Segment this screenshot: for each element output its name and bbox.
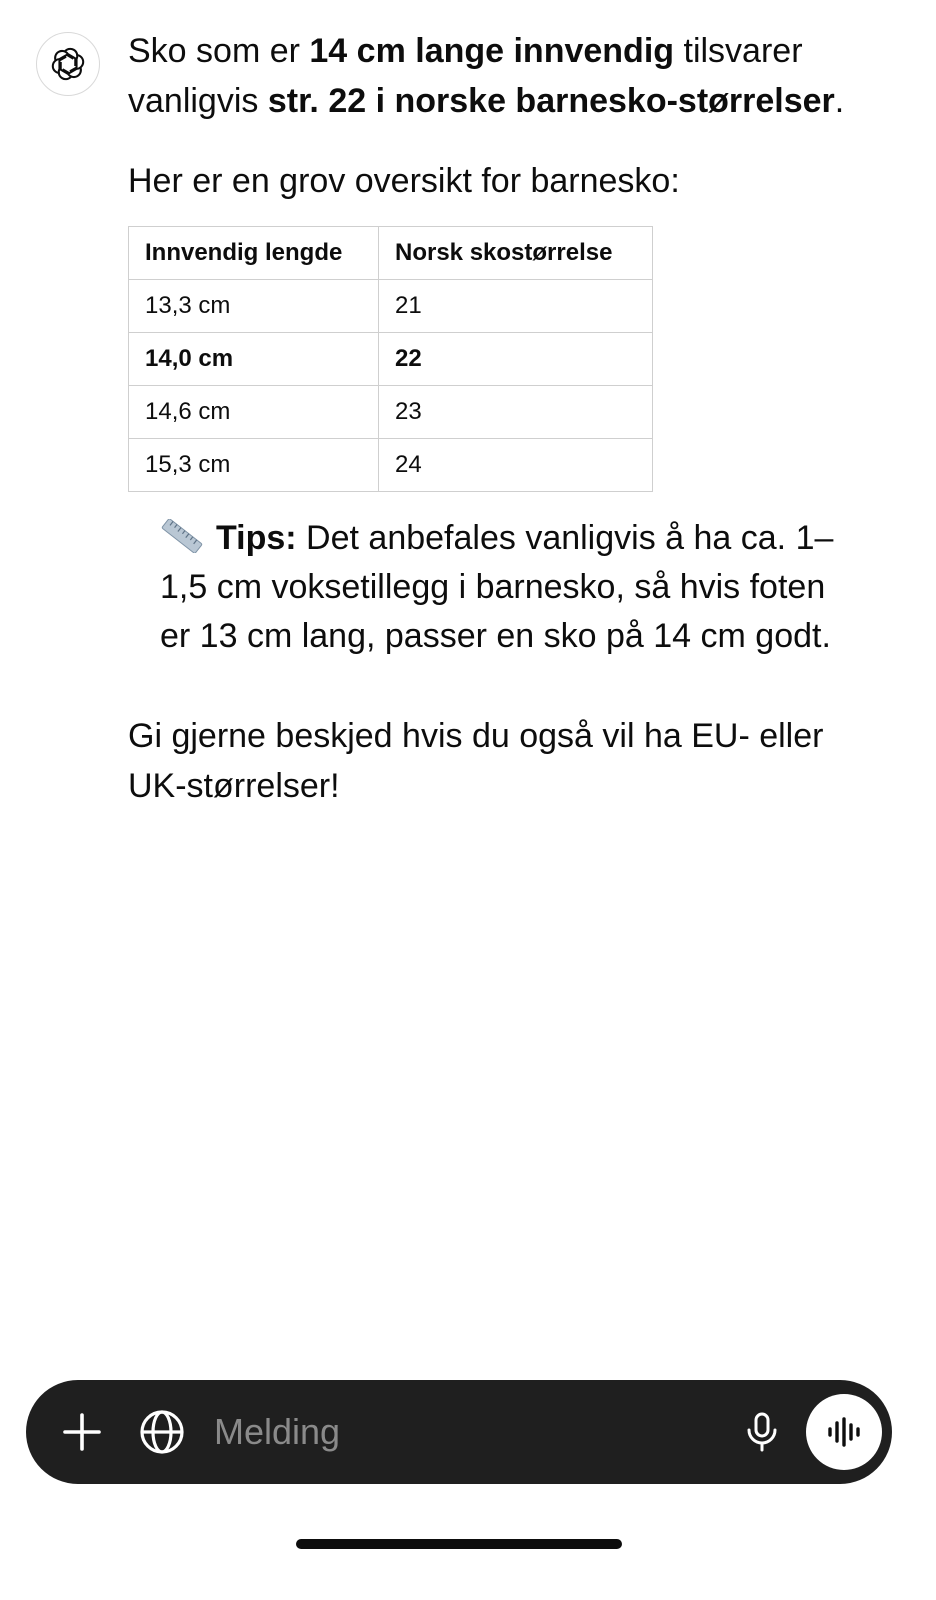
table-cell: 15,3 cm [129,439,379,492]
table-cell: 22 [379,333,653,386]
voice-mode-button[interactable] [806,1394,882,1470]
assistant-message [128,26,868,811]
home-indicator[interactable] [296,1539,622,1549]
followup-text: Gi gjerne beskjed hvis du også vil ha EU- eller UK-størrelser! [128,717,824,805]
ruler-icon [160,518,204,552]
openai-logo-icon [49,45,87,83]
assistant-avatar [36,32,100,96]
message-composer [26,1380,892,1484]
microphone-icon [745,1412,779,1452]
table-header-cell: Innvendig lengde [129,227,379,280]
dictate-button[interactable] [734,1404,790,1460]
table-row [129,386,653,439]
answer-text: . [834,82,845,120]
answer-paragraph [128,26,858,126]
answer-bold-length: 14 cm lange innvendig [309,32,675,70]
answer-bold-size: str. 22 i norske barnesko-størrelser [267,82,835,120]
table-cell: 21 [379,280,653,333]
table-row [129,439,653,492]
voice-waveform-icon [826,1417,862,1447]
table-row [129,280,653,333]
table-cell: 23 [379,386,653,439]
table-header-cell: Norsk skostørrelse [379,227,653,280]
tip-text: Det anbefales vanligvis å ha ca. 1–1,5 cm voksetillegg i barnesko, så hvis foten er 13 cm lang, passer en sko på 14 cm godt. [160,519,834,655]
globe-icon [139,1409,185,1455]
tip-blockquote [160,514,850,661]
answer-text: Sko som er [128,32,310,70]
table-cell: 14,6 cm [129,386,379,439]
message-input[interactable] [214,1406,714,1458]
web-search-button[interactable] [134,1404,190,1460]
table-cell: 24 [379,439,653,492]
size-table [128,226,653,492]
tip-label: Tips: [216,519,297,557]
answer-text: tilsvarer vanligvis [128,32,803,120]
attach-button[interactable] [54,1404,110,1460]
plus-icon [62,1412,102,1452]
table-row [129,333,653,386]
table-intro-text: Her er en grov oversikt for barnesko: [128,162,680,200]
table-cell: 13,3 cm [129,280,379,333]
table-cell: 14,0 cm [129,333,379,386]
table-header-row [129,227,653,280]
